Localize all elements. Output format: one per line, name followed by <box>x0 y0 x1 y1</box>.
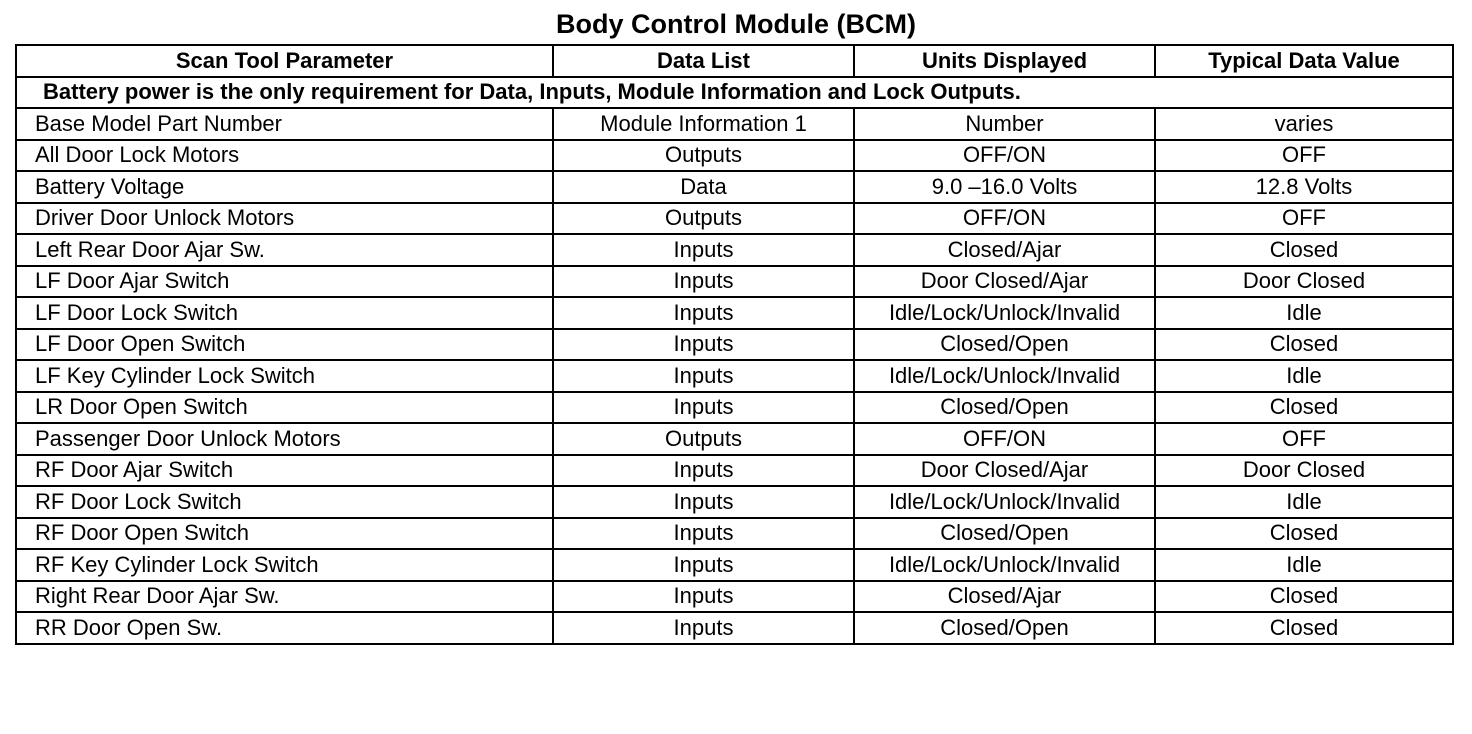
cell-data-list: Data <box>553 171 854 203</box>
cell-typical-value: Door Closed <box>1155 455 1453 487</box>
cell-units: Door Closed/Ajar <box>854 266 1155 298</box>
cell-units: OFF/ON <box>854 203 1155 235</box>
note-row <box>16 77 1453 109</box>
cell-units: Closed/Open <box>854 612 1155 644</box>
cell-parameter: LF Key Cylinder Lock Switch <box>16 360 553 392</box>
table-row <box>16 171 1453 203</box>
cell-data-list: Inputs <box>553 234 854 266</box>
cell-typical-value: Idle <box>1155 360 1453 392</box>
table-row <box>16 234 1453 266</box>
cell-units: Idle/Lock/Unlock/Invalid <box>854 549 1155 581</box>
cell-units: Idle/Lock/Unlock/Invalid <box>854 297 1155 329</box>
cell-typical-value: Closed <box>1155 392 1453 424</box>
cell-parameter: LF Door Open Switch <box>16 329 553 361</box>
cell-parameter: Left Rear Door Ajar Sw. <box>16 234 553 266</box>
cell-parameter: RF Key Cylinder Lock Switch <box>16 549 553 581</box>
cell-units: Idle/Lock/Unlock/Invalid <box>854 360 1155 392</box>
cell-parameter: RR Door Open Sw. <box>16 612 553 644</box>
table-row <box>16 329 1453 361</box>
cell-parameter: LF Door Lock Switch <box>16 297 553 329</box>
cell-parameter: LF Door Ajar Switch <box>16 266 553 298</box>
cell-typical-value: Closed <box>1155 518 1453 550</box>
page-title: Body Control Module (BCM) <box>556 9 916 39</box>
table-row <box>16 549 1453 581</box>
cell-data-list: Outputs <box>553 203 854 235</box>
table-row <box>16 518 1453 550</box>
table-row <box>16 392 1453 424</box>
cell-data-list: Inputs <box>553 455 854 487</box>
table-row <box>16 612 1453 644</box>
cell-data-list: Inputs <box>553 486 854 518</box>
cell-data-list: Module Information 1 <box>553 108 854 140</box>
cell-typical-value: Closed <box>1155 329 1453 361</box>
cell-data-list: Inputs <box>553 266 854 298</box>
cell-units: 9.0 –16.0 Volts <box>854 171 1155 203</box>
table-row <box>16 455 1453 487</box>
table-row <box>16 140 1453 172</box>
cell-parameter: RF Door Ajar Switch <box>16 455 553 487</box>
cell-data-list: Inputs <box>553 297 854 329</box>
cell-parameter: LR Door Open Switch <box>16 392 553 424</box>
cell-typical-value: Closed <box>1155 612 1453 644</box>
header-scan-tool-parameter: Scan Tool Parameter <box>16 45 553 77</box>
cell-units: Number <box>854 108 1155 140</box>
cell-units: OFF/ON <box>854 423 1155 455</box>
cell-units: Closed/Open <box>854 392 1155 424</box>
table-row <box>16 581 1453 613</box>
cell-typical-value: Closed <box>1155 234 1453 266</box>
cell-parameter: Right Rear Door Ajar Sw. <box>16 581 553 613</box>
header-units-displayed: Units Displayed <box>854 45 1155 77</box>
cell-parameter: Driver Door Unlock Motors <box>16 203 553 235</box>
table-row <box>16 108 1453 140</box>
cell-typical-value: OFF <box>1155 423 1453 455</box>
cell-parameter: Base Model Part Number <box>16 108 553 140</box>
cell-typical-value: 12.8 Volts <box>1155 171 1453 203</box>
table-row <box>16 423 1453 455</box>
cell-data-list: Inputs <box>553 392 854 424</box>
table-header-row <box>16 45 1453 77</box>
cell-typical-value: Idle <box>1155 549 1453 581</box>
cell-parameter: RF Door Lock Switch <box>16 486 553 518</box>
cell-parameter: Battery Voltage <box>16 171 553 203</box>
requirement-note: Battery power is the only requirement for Data, Inputs, Module Information and Lock Outputs. <box>16 77 1453 109</box>
cell-units: Closed/Ajar <box>854 581 1155 613</box>
cell-typical-value: Idle <box>1155 486 1453 518</box>
cell-data-list: Inputs <box>553 612 854 644</box>
table-row <box>16 486 1453 518</box>
cell-units: OFF/ON <box>854 140 1155 172</box>
cell-data-list: Inputs <box>553 549 854 581</box>
cell-data-list: Inputs <box>553 360 854 392</box>
cell-typical-value: OFF <box>1155 203 1453 235</box>
cell-units: Closed/Open <box>854 329 1155 361</box>
cell-parameter: All Door Lock Motors <box>16 140 553 172</box>
cell-typical-value: OFF <box>1155 140 1453 172</box>
cell-data-list: Inputs <box>553 329 854 361</box>
cell-data-list: Inputs <box>553 518 854 550</box>
bcm-data-table <box>15 44 1454 645</box>
table-row <box>16 297 1453 329</box>
header-data-list: Data List <box>553 45 854 77</box>
header-typical-data-value: Typical Data Value <box>1155 45 1453 77</box>
cell-units: Closed/Open <box>854 518 1155 550</box>
cell-units: Idle/Lock/Unlock/Invalid <box>854 486 1155 518</box>
cell-units: Closed/Ajar <box>854 234 1155 266</box>
table-row <box>16 360 1453 392</box>
cell-parameter: Passenger Door Unlock Motors <box>16 423 553 455</box>
table-row <box>16 266 1453 298</box>
cell-typical-value: Closed <box>1155 581 1453 613</box>
cell-typical-value: varies <box>1155 108 1453 140</box>
cell-typical-value: Idle <box>1155 297 1453 329</box>
cell-data-list: Inputs <box>553 581 854 613</box>
cell-data-list: Outputs <box>553 140 854 172</box>
table-row <box>16 203 1453 235</box>
cell-parameter: RF Door Open Switch <box>16 518 553 550</box>
cell-typical-value: Door Closed <box>1155 266 1453 298</box>
cell-units: Door Closed/Ajar <box>854 455 1155 487</box>
cell-data-list: Outputs <box>553 423 854 455</box>
